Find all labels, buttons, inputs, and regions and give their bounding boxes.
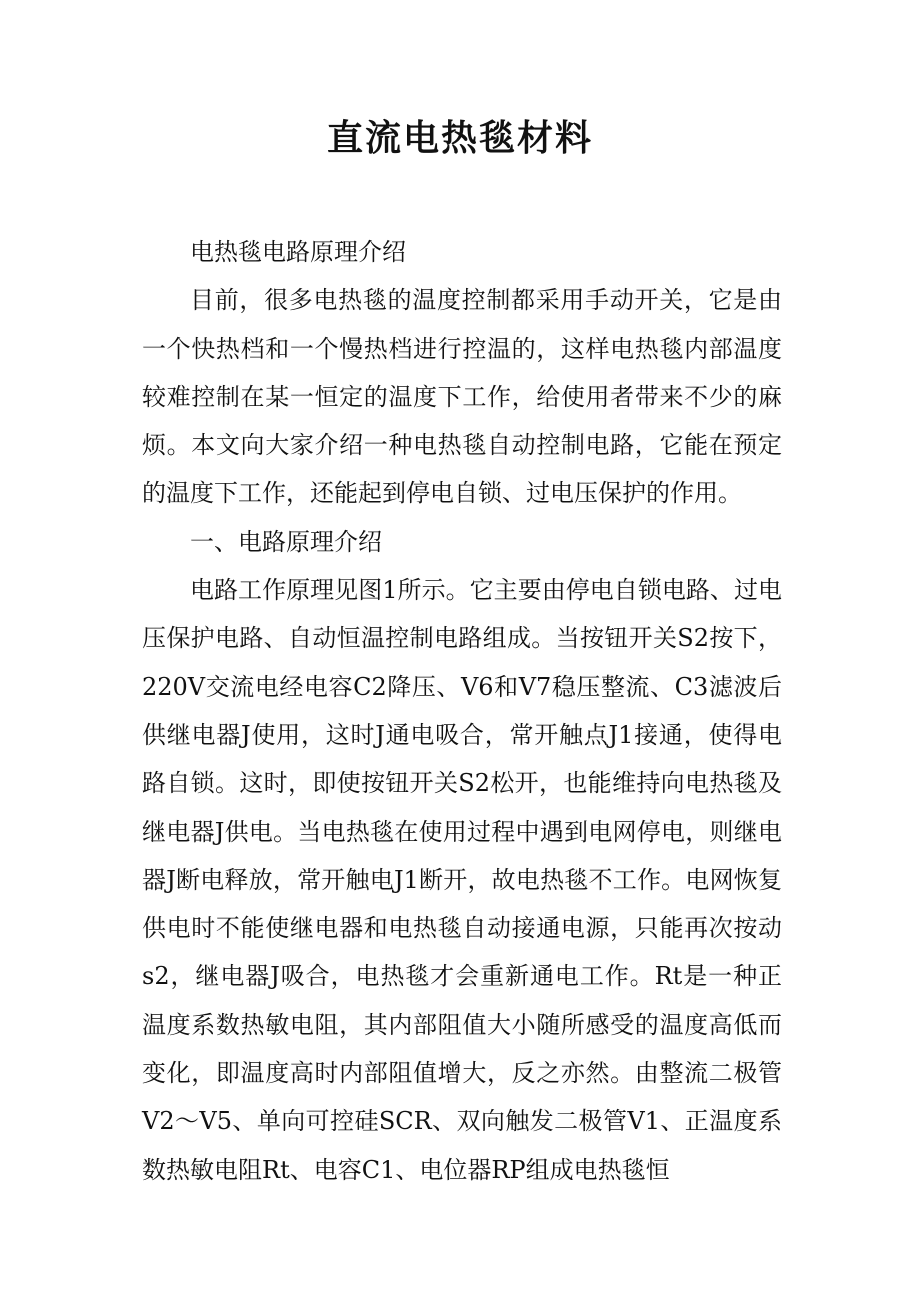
section-heading-intro: 电热毯电路原理介绍: [190, 238, 406, 266]
section-heading-circuit-principle: 一、电路原理介绍: [190, 527, 382, 556]
document-title: 直流电热毯材料: [326, 117, 593, 159]
document-body: [142, 228, 782, 1194]
paragraph-background: 目前，很多电热毯的温度控制都采用手动开关，它是由一个快热档和一个慢热档进行控温的，这样电热毯内部温度较难控制在某一恒定的温度下工作，给使用者带来不少的麻烦。本文向大家介绍一种电热毯自动控制电路，它能在预定的温度下工作，还能起到停电自锁、过电压保护的作用。: [142, 286, 782, 508]
paragraph-circuit-description: 电路工作原理见图1所示。它主要由停电自锁电路、过电压保护电路、自动恒温控制电路组成。当按钮开关S2按下，220V交流电经电容C2降压、V6和V7稳压整流、C3滤波后供继电器J使用，这时J通电吸合，常开触点J1接通，使得电路自锁。这时，即使按钮开关S2松开，也能维持向电热毯及继电器J供电。当电热毯在使用过程中遇到电网停电，则继电器J断电释放，常开触电J1断开，故电热毯不工作。电网恢复供电时不能使继电器和电热毯自动接通电源，只能再次按动s2，继电器J吸合，电热毯才会重新通电工作。Rt是一种正温度系数热敏电阻，其内部阻值大小随所感受的温度高低而变化，即温度高时内部阻值增大，反之亦然。由整流二极管V2～V5、单向可控硅SCR、双向触发二极管V1、正温度系数热敏电阻Rt、电容C1、电位器RP组成电热毯恒: [142, 576, 782, 1184]
